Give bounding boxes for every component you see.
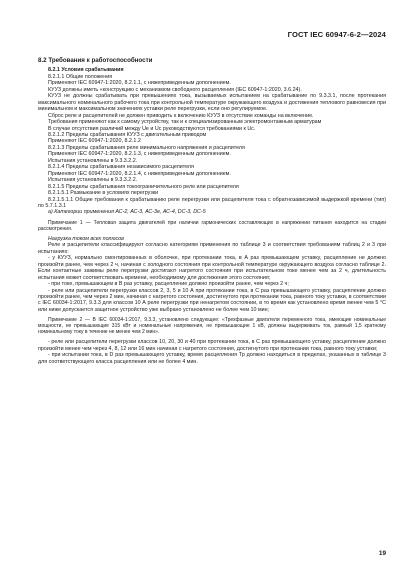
list-item: - реле или расцепители перегрузки классов 10, 20, 30 и 40 при протекании тока, в С раз превышающего уставку, расцепление должно произойти менее чем через 4, 8, 12 или 16 мин начиная с нагретого состояния, достигнутого при протекании тока, равного току уставки; — [38, 339, 386, 352]
list-item: - при токе, превышающем в В раз уставку, расцепление должно произойти ранее, чем через 2 ч; — [48, 281, 289, 288]
paragraph: КУУЗ должны иметь «конструкцию с механизмом свободного расцепления (IEC 60947-1:2020, 3.6.24). — [48, 86, 302, 93]
paragraph: КУУЗ не должны срабатывать при превышениях тока, вызываемых испытанием на срабатывание по 9.3.3.1, после протекания максимального номинального рабочего тока при контрольной температуре окружающего воздуха и достижения теплового равновесия при минимальном и максимальном значениях уставки реле перегрузки, если оно регулируемое. — [38, 93, 386, 113]
paragraph: В случае отсутствия различий между Ue и Uc руководствуются требованиями к Uc. — [48, 125, 256, 132]
paragraph: Сброс реле и расцепителей не должен приводить к включению КУУЗ в отсутствие команды на включение. — [48, 112, 314, 119]
clause-heading: 8.2.1.4 Пределы срабатывания независимого расцепителя — [48, 164, 194, 171]
page-number: 19 — [378, 550, 386, 557]
clause-heading: 8.2.1.3 Пределы срабатывания реле минимального напряжения и расцепителя — [48, 144, 245, 151]
clause-heading: 8.2.1 Условия срабатывания — [48, 67, 124, 74]
clause-heading: 8.2.1.5 Пределы срабатывания токоограничительного реле или расцепителя — [48, 183, 239, 190]
paragraph: Применяют IEC 60947-1:2020, 8.2.1.4, с нижеприведенным дополнением. — [48, 170, 231, 177]
clause-heading: 8.2.1.5.1 Размыкание в условиях перегрузки — [48, 190, 159, 197]
paragraph: Применяют IEC 60947-1:2020, 8.2.1.1, с нижеприведенным дополнением. — [48, 80, 231, 87]
note-2: Примечание 2 — В IEC 60034-1:2017, 9.3.3, установлено следующее: «Трехфазные двигатели переменного тока, имеющие номинальные мощности, не превышающие 315 кВт и номинальные напряжения, не превышающие 1 кВ, должны выдерживать ток, равный 1,5 кратному номинальному току в течение не менее чем 2 мин». — [38, 317, 386, 336]
paragraph: Применяют IEC 60947-1:2020, 8.2.1.2 — [48, 138, 141, 145]
document-body — [38, 56, 386, 365]
subheading-load: Нагрузка током всех полюсов — [48, 235, 124, 242]
paragraph: Испытания установлены в 9.3.3.2.2. — [48, 157, 138, 164]
list-item: - при испытании тока, в D раз превышающего уставку, время расцепления Тр должно находиться в пределах, указанных в таблице 3 для соответствующего класса расцепления или не более 4 мин. — [38, 352, 386, 365]
paragraph: Требования применяют как к самому устройству, так и к специализированным электромонтажным арматурам — [48, 119, 322, 126]
list-item: - реле или расцепители перегрузки классов 2, 3, 5 и 10 А при протекании тока, в С раз превышающего уставку, расцепление должно произойти ранее, чем через 2 мин, начиная с нагретого состояния, достигнутого при протекании тока, равного току уставки, в соответствии с IEC 60034-1:2017, 9.3.3 для классов 10 А реле перегрузки при ненагретом состоянии, в то время как установлено время менее чем 5 °С или ниже допускается защитное устройство уже выбрано установлено не более чем 10 мин; — [38, 287, 386, 313]
subheading-categories: a) Категории применения АС-2, АС-3, АС-3е, АС-4, DC-3, DC-5 — [48, 209, 206, 216]
paragraph: Испытания установлены в 9.3.3.2.2. — [48, 177, 138, 184]
note-1: Примечание 1 — Тепловая защита двигателей при наличии гармонических составляющих в напряжении питания находится на стадии рассмотрения. — [38, 219, 386, 232]
clause-heading: 8.2.1.1 Общие положения — [48, 73, 113, 80]
document-header: ГОСТ IEC 60947-6-2—2024 — [287, 30, 386, 39]
clause-heading: 8.2.1.5.1.1 Общие требования к срабатыванию реле перегрузки или расцепителя тока с обратнозависимой выдержкой времени (тип) по 5.7.1.3.1 — [38, 196, 386, 209]
section-title: 8.2 Требования к работоспособности — [38, 57, 153, 64]
clause-heading: 8.2.1.2 Пределы срабатывания КУУЗ с двигательным приводом — [48, 131, 207, 138]
paragraph: Реле и расцепители классифицируют согласно категориям применения по таблице 3 и соответствия требованиям таблиц 2 и 3 при испытаниях: — [38, 242, 386, 255]
list-item: - у КУУЗ, нормально смонтированных в оболочке, при протекании тока, в А раз превышающем уставку, расцепление не должно произойти ранее, чем через 2 ч, начиная с холодного состояния при контрольной температуре окружающего воздуха согласно таблице 2. Если контактные зажимы реле перегрузки достигают нагретого состояния при испытательном токе менее чем за 2 ч, длительность испытания может соответствовать времени, необходимому для достижения этого состояния; — [38, 255, 386, 281]
paragraph: Применяют IEC 60947-1:2020, 8.2.1.3, с нижеприведенным дополнением. — [48, 151, 231, 158]
